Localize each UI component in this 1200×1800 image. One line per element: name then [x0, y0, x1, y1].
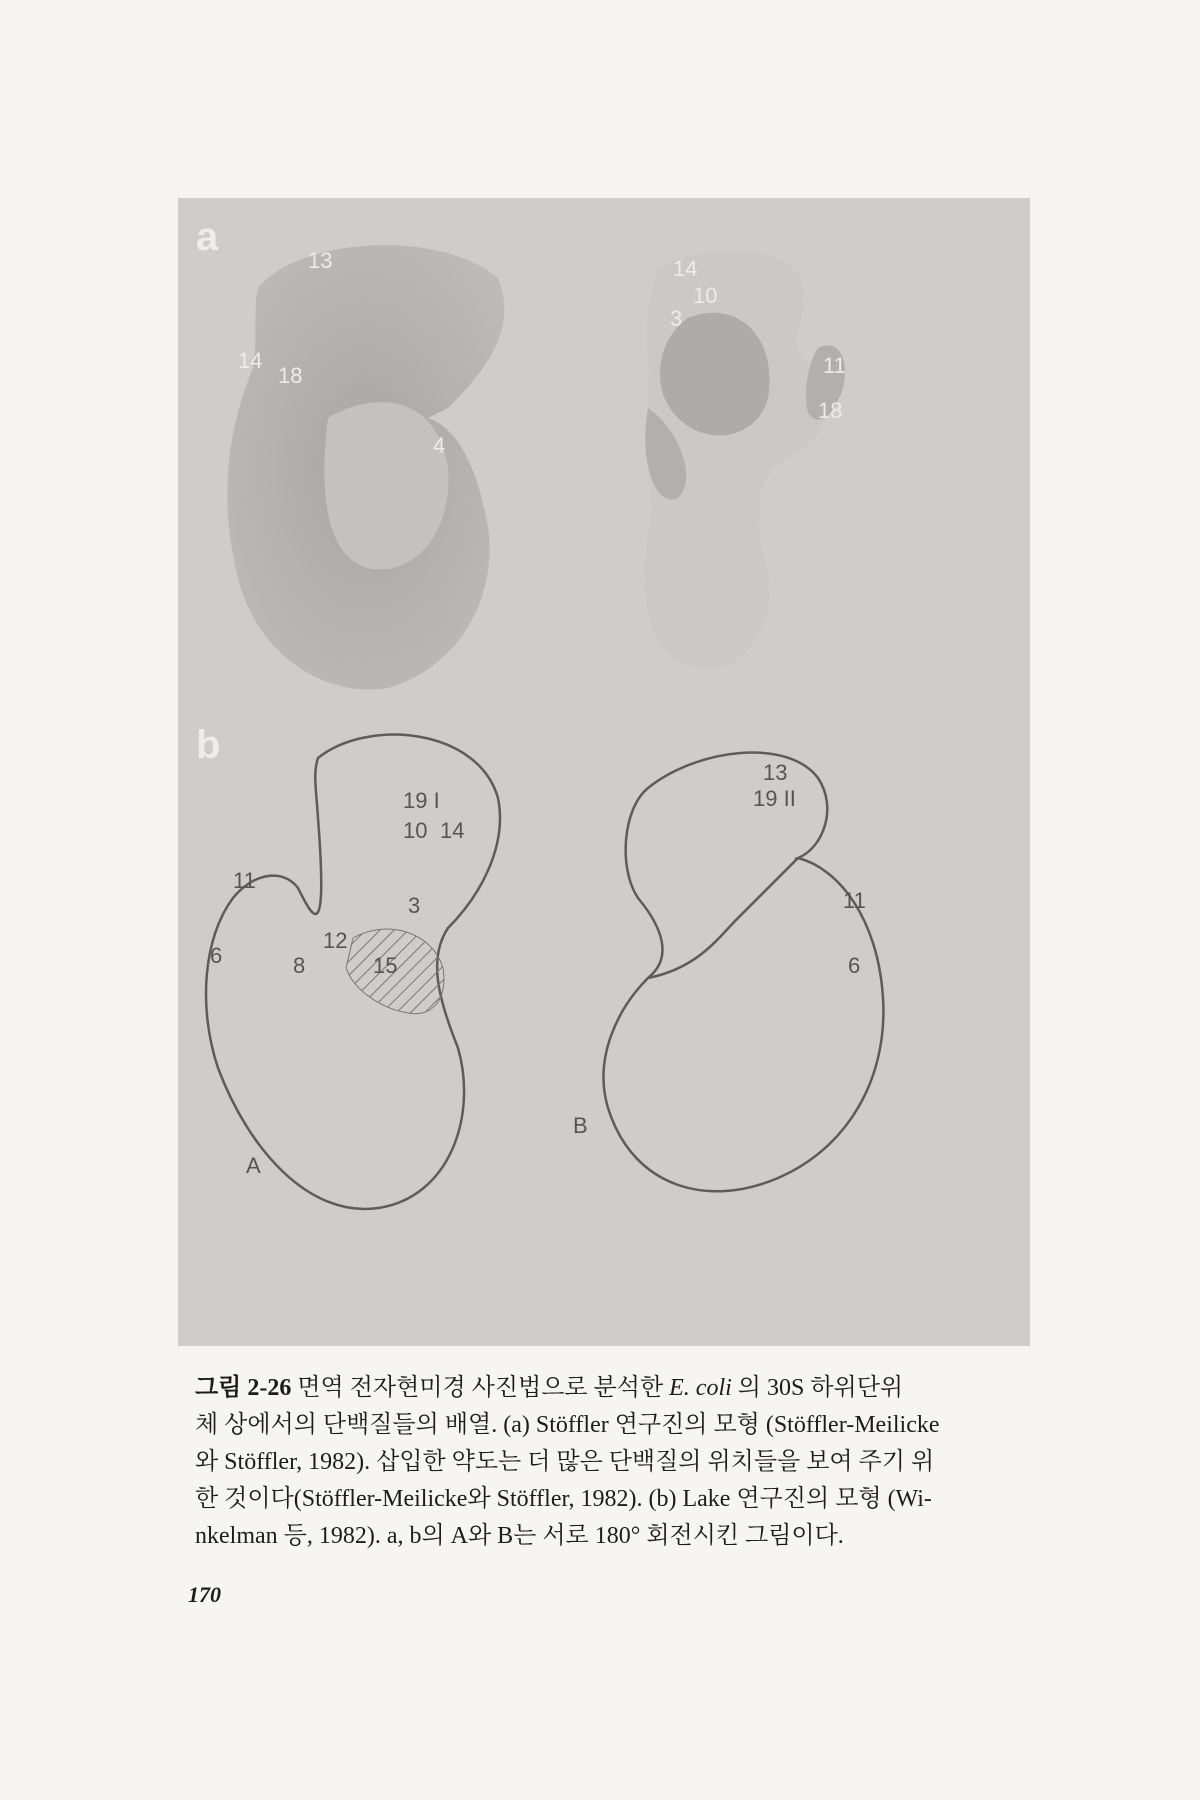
svg-text:12: 12: [323, 928, 348, 953]
svg-text:15: 15: [373, 953, 398, 978]
figure-image: [178, 198, 1030, 1346]
svg-text:14: 14: [238, 348, 263, 373]
svg-text:13: 13: [763, 760, 788, 785]
page-number: 170: [188, 1582, 221, 1607]
caption-line-2: 체 상에서의 단백질들의 배열. (a) Stöffler 연구진의 모형 (Stöffler-Meilicke: [195, 1412, 940, 1438]
svg-text:11: 11: [233, 868, 256, 893]
svg-text:19 II: 19 II: [753, 786, 796, 811]
svg-text:10: 10: [693, 283, 718, 308]
svg-text:18: 18: [278, 363, 303, 388]
svg-text:3: 3: [408, 893, 421, 918]
svg-text:14: 14: [673, 256, 698, 281]
caption-line-3: 와 Stöffler, 1982). 삽입한 약도는 더 많은 단백질의 위치들을 보여 주기 위: [195, 1449, 935, 1475]
svg-text:B: B: [573, 1113, 588, 1138]
svg-text:11: 11: [823, 353, 846, 378]
figure-caption: [195, 1370, 1025, 1555]
svg-text:11: 11: [843, 888, 866, 913]
caption-text: 의 30S 하위단위: [731, 1375, 904, 1401]
svg-text:6: 6: [848, 953, 861, 978]
svg-text:18: 18: [818, 398, 843, 423]
caption-line-1: [195, 1370, 1025, 1407]
svg-text:10: 10: [403, 818, 428, 843]
svg-text:A: A: [246, 1153, 261, 1178]
svg-text:6: 6: [210, 943, 223, 968]
panel-a-letter: a: [196, 215, 219, 259]
panel-b-left-outline: [206, 735, 500, 1209]
caption-line-5: nkelman 등, 1982). a, b의 A와 B는 서로 180° 회전시킨 그림이다.: [195, 1523, 844, 1549]
svg-text:13: 13: [308, 248, 333, 273]
panel-b-right-labels: [573, 760, 866, 1138]
svg-text:3: 3: [670, 306, 683, 331]
svg-text:14: 14: [440, 818, 465, 843]
panel-a-left-particle: [227, 245, 504, 689]
svg-text:8: 8: [293, 953, 306, 978]
panel-b-letter: b: [196, 723, 221, 767]
caption-text: 면역 전자현미경 사진법으로 분석한: [291, 1375, 670, 1401]
figure-number: 그림 2-26: [195, 1375, 292, 1401]
caption-line-4: 한 것이다(Stöffler-Meilicke와 Stöffler, 1982). (b) Lake 연구진의 모형 (Wi-: [195, 1486, 932, 1512]
species-name: E. coli: [669, 1375, 732, 1401]
panel-b-right-outline: [604, 753, 884, 1192]
svg-text:4: 4: [433, 433, 446, 458]
svg-text:19 I: 19 I: [403, 788, 440, 813]
